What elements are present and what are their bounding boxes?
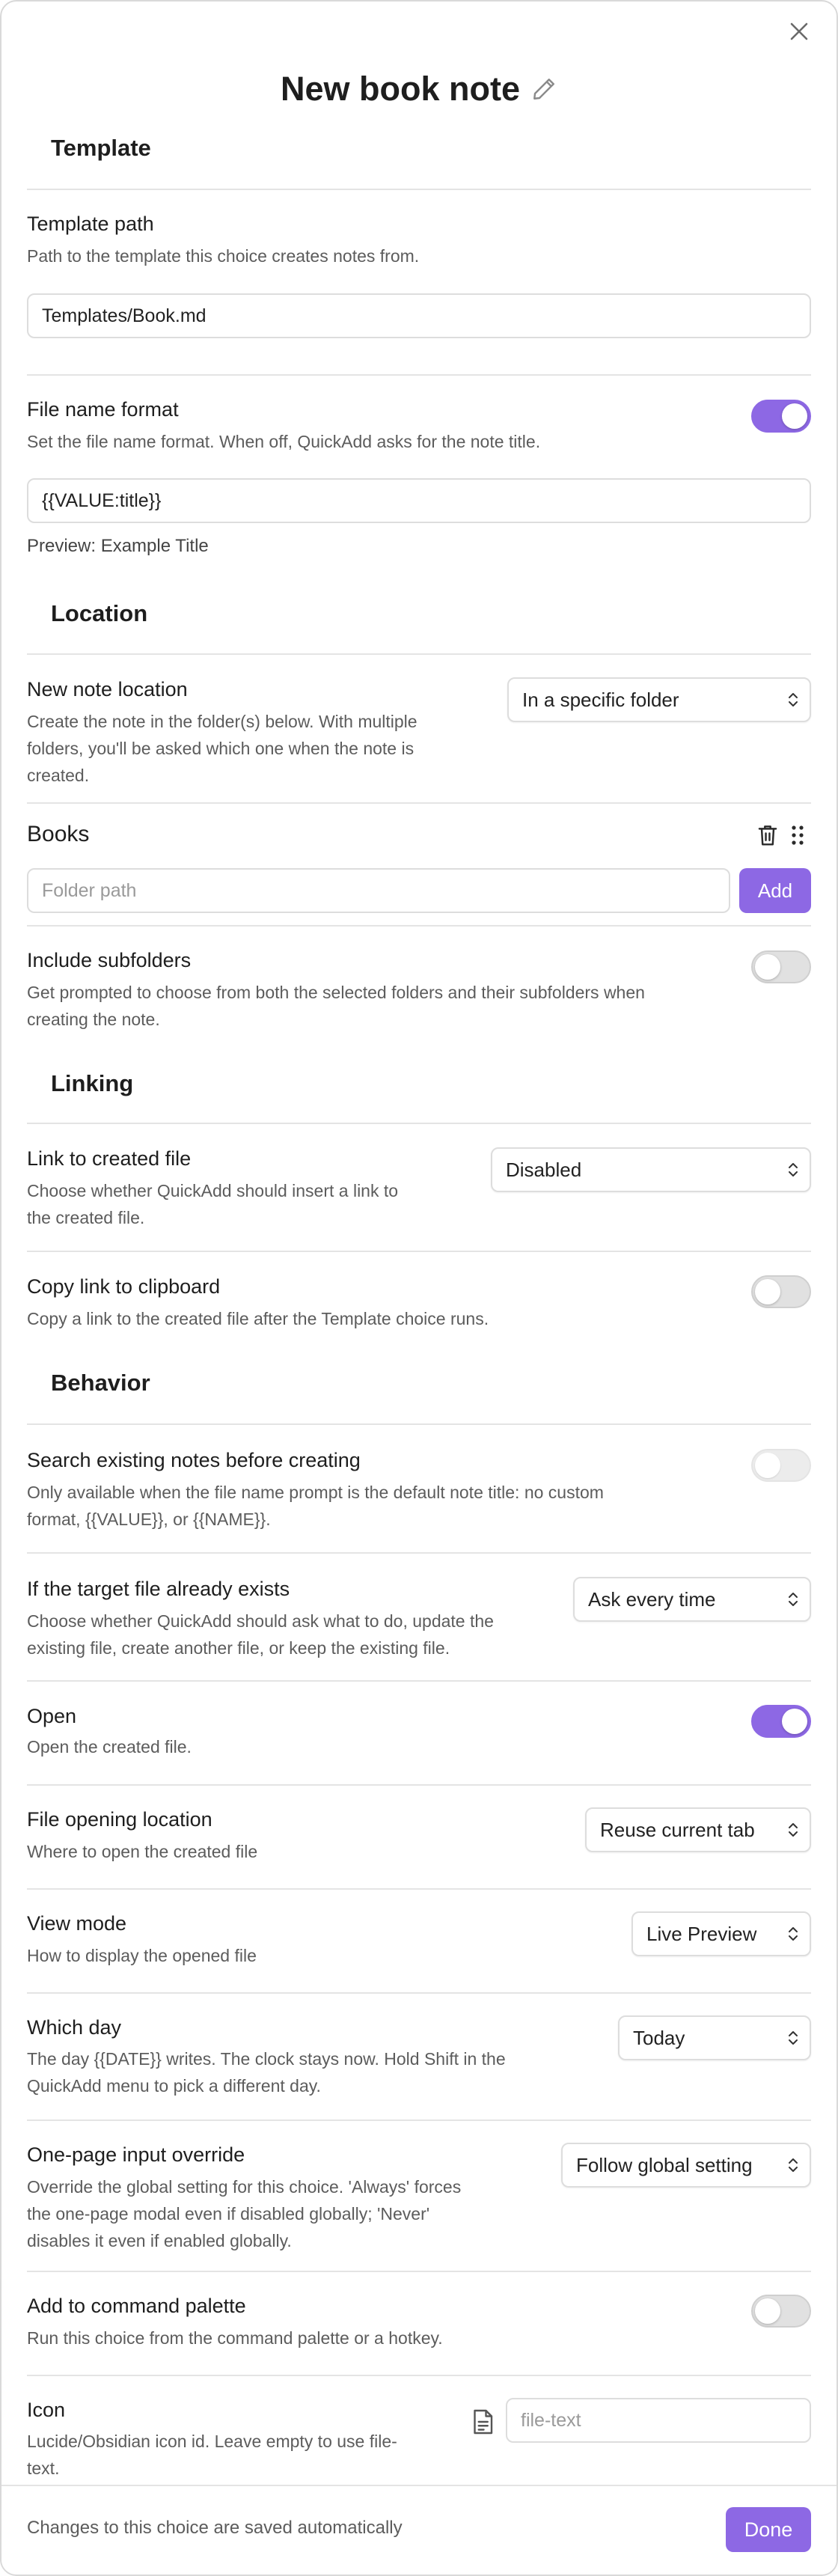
new-note-location-select[interactable] (507, 677, 811, 722)
modal-footer (1, 2485, 837, 2575)
divider (27, 802, 811, 804)
pencil-icon (530, 76, 557, 103)
desc-line: disables it even if enabled globally. (27, 2231, 292, 2250)
file-name-format-toggle[interactable] (751, 400, 811, 433)
include-subfolders-toggle[interactable] (751, 950, 811, 983)
divider (27, 1784, 811, 1786)
divider (27, 374, 811, 376)
select-value: Disabled (506, 1158, 582, 1181)
select-value: Live Preview (646, 1922, 757, 1945)
copy-link-label: Copy link to clipboard (27, 1275, 221, 1298)
toggle-knob (755, 954, 780, 980)
view-mode-description: How to display the opened file (27, 1946, 257, 1965)
divider (27, 653, 811, 655)
template-path-value: Templates/Book.md (42, 305, 207, 326)
copy-link-description: Copy a link to the created file after the Template choice runs. (27, 1309, 489, 1328)
command-palette-toggle[interactable] (751, 2295, 811, 2328)
search-existing-description (27, 1479, 604, 1533)
desc-line: the created file. (27, 1208, 145, 1227)
section-template: Template (51, 135, 151, 161)
divider (27, 1423, 811, 1425)
template-path-input[interactable] (27, 293, 811, 338)
one-page-override-description (27, 2173, 461, 2254)
which-day-label: Which day (27, 2016, 122, 2039)
which-day-description (27, 2045, 506, 2099)
rename-button[interactable] (530, 76, 557, 103)
link-to-created-file-label: Link to created file (27, 1147, 192, 1170)
search-existing-label: Search existing notes before creating (27, 1449, 361, 1471)
select-value: Today (633, 2026, 685, 2049)
desc-line: existing file, create another file, or keep the existing file. (27, 1638, 450, 1658)
toggle-knob (755, 1453, 780, 1478)
desc-line: creating the note. (27, 1010, 160, 1029)
delete-folder-button[interactable] (754, 822, 781, 849)
modal-title[interactable]: New book note (280, 70, 520, 108)
one-page-override-select[interactable] (561, 2143, 811, 2188)
icon-label: Icon (27, 2399, 66, 2421)
file-name-format-value: {{VALUE:title}} (42, 489, 162, 511)
chevron-up-down-icon (787, 1925, 799, 1943)
section-behavior: Behavior (51, 1370, 150, 1396)
file-name-format-input[interactable] (27, 478, 811, 523)
include-subfolders-description (27, 979, 645, 1033)
select-value: Ask every time (588, 1587, 716, 1611)
done-button[interactable]: Done (726, 2507, 811, 2552)
folder-group-name: Books (27, 822, 90, 846)
desc-line: Create the note in the folder(s) below. With multiple (27, 712, 418, 731)
drag-handle-icon (790, 824, 805, 846)
view-mode-label: View mode (27, 1912, 127, 1935)
close-icon (789, 22, 809, 41)
modal-header (1, 63, 837, 115)
desc-line: Get prompted to choose from both the selected folders and their subfolders when (27, 983, 645, 1002)
add-folder-button[interactable]: Add (739, 868, 811, 913)
command-palette-description: Run this choice from the command palette or a hotkey. (27, 2328, 443, 2348)
desc-line: created. (27, 766, 90, 785)
file-exists-label: If the target file already exists (27, 1578, 290, 1600)
drag-handle-button[interactable] (784, 822, 811, 849)
file-opening-location-select[interactable] (585, 1807, 811, 1852)
section-linking: Linking (51, 1070, 134, 1096)
desc-line: text. (27, 2459, 60, 2478)
divider (27, 2271, 811, 2272)
folder-path-placeholder: Folder path (42, 879, 137, 901)
toggle-knob (755, 2298, 780, 2324)
copy-link-toggle[interactable] (751, 1275, 811, 1308)
divider (27, 2119, 811, 2121)
icon-input[interactable] (506, 2398, 811, 2443)
toggle-knob (782, 403, 807, 429)
file-opening-location-description: Where to open the created file (27, 1842, 258, 1861)
open-toggle[interactable] (751, 1705, 811, 1738)
chevron-up-down-icon (787, 2029, 799, 2047)
file-name-preview: Preview: Example Title (27, 536, 209, 556)
divider (27, 1123, 811, 1124)
file-exists-select[interactable] (573, 1577, 811, 1622)
icon-placeholder: file-text (521, 2409, 581, 2431)
file-opening-location-label: File opening location (27, 1808, 212, 1831)
desc-line: format, {{VALUE}}, or {{NAME}}. (27, 1510, 271, 1529)
desc-line: Override the global setting for this choice. 'Always' forces (27, 2177, 462, 2197)
icon-description (27, 2428, 397, 2482)
new-note-location-description (27, 708, 418, 789)
file-name-format-label: File name format (27, 398, 179, 421)
file-text-icon (471, 2408, 494, 2435)
which-day-select[interactable] (618, 2015, 811, 2060)
command-palette-label: Add to command palette (27, 2295, 246, 2317)
select-value: In a specific folder (522, 688, 679, 711)
divider (27, 1552, 811, 1554)
include-subfolders-label: Include subfolders (27, 949, 192, 971)
select-value: Follow global setting (576, 2153, 753, 2176)
divider (27, 1992, 811, 1994)
select-value: Reuse current tab (600, 1818, 755, 1841)
divider (27, 2375, 811, 2376)
close-button[interactable] (784, 16, 814, 46)
divider (27, 1251, 811, 1252)
desc-line: Choose whether QuickAdd should insert a link to (27, 1181, 399, 1200)
new-note-location-label: New note location (27, 678, 188, 701)
chevron-up-down-icon (787, 2156, 799, 2174)
desc-line: QuickAdd menu to pick a different day. (27, 2076, 321, 2096)
desc-line: the one-page modal even if disabled globally; 'Never' (27, 2204, 430, 2224)
chevron-up-down-icon (787, 1821, 799, 1839)
desc-line: folders, you'll be asked which one when the note is (27, 739, 415, 758)
template-path-label: Template path (27, 213, 154, 235)
toggle-knob (755, 1279, 780, 1304)
file-name-format-description: Set the file name format. When off, QuickAdd asks for the note title. (27, 432, 541, 451)
desc-line: Choose whether QuickAdd should ask what to do, update the (27, 1611, 494, 1631)
divider (27, 925, 811, 927)
open-description: Open the created file. (27, 1737, 192, 1756)
search-existing-toggle (751, 1449, 811, 1482)
toggle-knob (782, 1709, 807, 1734)
link-to-created-file-select[interactable] (491, 1147, 811, 1192)
desc-line: Lucide/Obsidian icon id. Leave empty to use file- (27, 2432, 397, 2451)
divider (27, 189, 811, 190)
section-location: Location (51, 600, 148, 626)
view-mode-select[interactable] (631, 1911, 811, 1956)
chevron-up-down-icon (787, 1590, 799, 1608)
chevron-up-down-icon (787, 691, 799, 709)
open-label: Open (27, 1705, 77, 1727)
desc-line: The day {{DATE}} writes. The clock stays now. Hold Shift in the (27, 2049, 506, 2069)
file-exists-description (27, 1608, 494, 1661)
divider (27, 1888, 811, 1890)
trash-icon (756, 823, 779, 847)
link-to-created-file-description (27, 1177, 398, 1231)
divider (27, 1680, 811, 1682)
one-page-override-label: One-page input override (27, 2143, 245, 2166)
folder-path-input[interactable] (27, 868, 730, 913)
template-path-description: Path to the template this choice creates notes from. (27, 246, 420, 266)
desc-line: Only available when the file name prompt is the default note title: no custom (27, 1483, 604, 1502)
chevron-up-down-icon (787, 1161, 799, 1179)
autosave-note: Changes to this choice are saved automatically (27, 2518, 403, 2538)
